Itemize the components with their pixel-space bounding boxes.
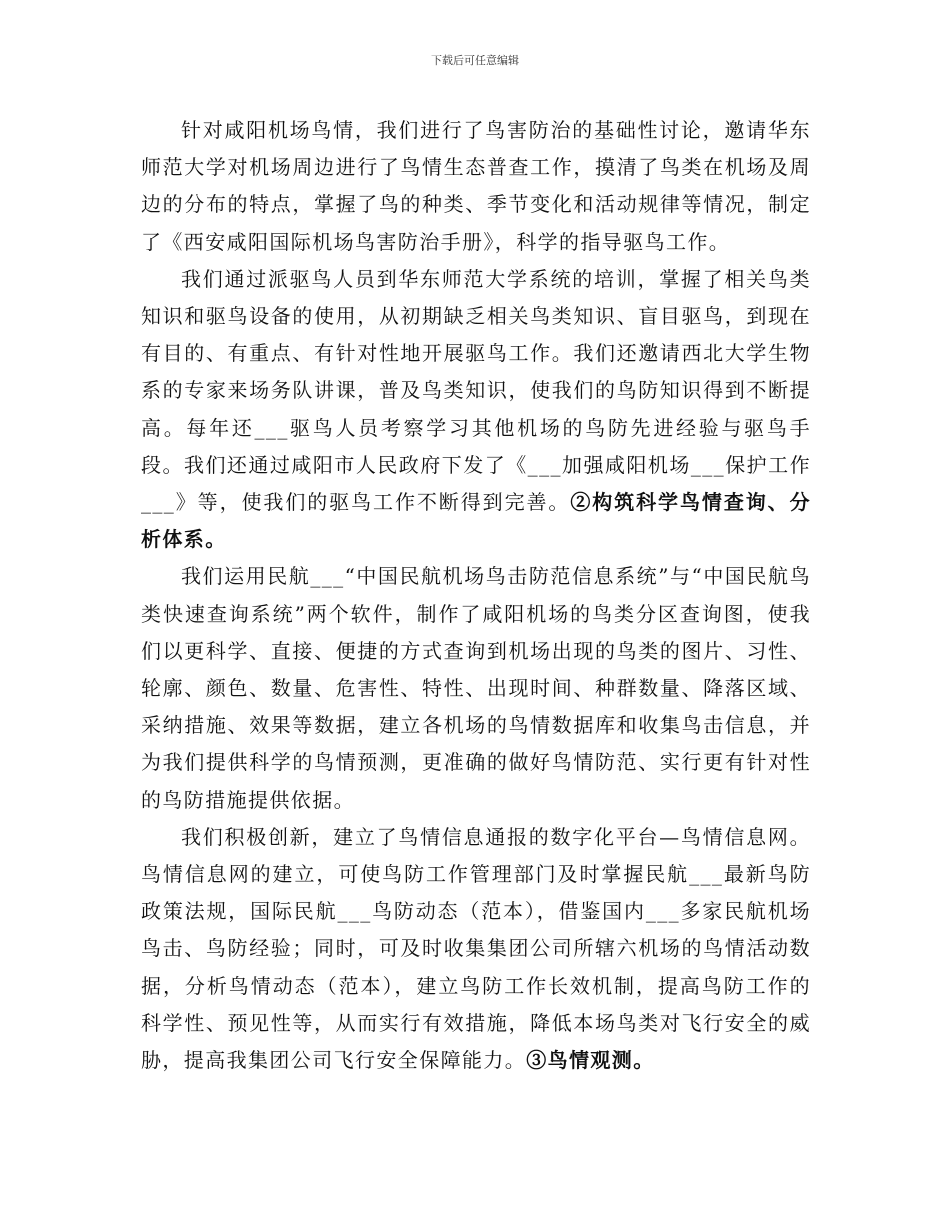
paragraph: [141, 261, 811, 559]
paragraph-text: 针对咸阳机场鸟情，我们进行了鸟害防治的基础性讨论，邀请华东师范大学对机场周边进行了鸟情生态普查工作，摸清了鸟类在机场及周边的分布的特点，掌握了鸟的种类、季节变化和活动规律等情况，制定了《西安咸阳国际机场鸟害防治手册》，科学的指导驱鸟工作。: [141, 118, 811, 254]
paragraph: [141, 558, 811, 818]
page-header: 下载后可任意编辑: [431, 54, 519, 67]
document-body: [141, 112, 811, 1079]
paragraph-bold-heading: ②构筑科学鸟情查询、分析体系。: [141, 490, 811, 552]
paragraph-text: 我们运用民航___“中国民航机场鸟击防范信息系统”与“中国民航鸟类快速查询系统”两个软件，制作了咸阳机场的鸟类分区查询图，使我们以更科学、直接、便捷的方式查询到机场出现的鸟类的图片、习性、轮廓、颜色、数量、危害性、特性、出现时间、种群数量、降落区域、采纳措施、效果等数据，建立各机场的鸟情数据库和收集鸟击信息，并为我们提供科学的鸟情预测，更准确的做好鸟情防范、实行更有针对性的鸟防措施提供依据。: [141, 564, 811, 812]
paragraph: [141, 112, 811, 261]
paragraph: [141, 819, 811, 1079]
paragraph-text: 我们通过派驱鸟人员到华东师范大学系统的培训，掌握了相关鸟类知识和驱鸟设备的使用，从初期缺乏相关鸟类知识、盲目驱鸟，到现在有目的、有重点、有针对性地开展驱鸟工作。我们还邀请西北大学生物系的专家来场务队讲课，普及鸟类知识，使我们的鸟防知识得到不断提高。每年还___驱鸟人员考察学习其他机场的鸟防先进经验与驱鸟手段。我们还通过咸阳市人民政府下发了《___加强咸阳机场___保护工作___》等，使我们的驱鸟工作不断得到完善。: [141, 266, 811, 515]
paragraph-text: 我们积极创新，建立了鸟情信息通报的数字化平台—鸟情信息网。鸟情信息网的建立，可使鸟防工作管理部门及时掌握民航___最新鸟防政策法规，国际民航___鸟防动态（范本），借鉴国内___多家民航机场鸟击、鸟防经验；同时，可及时收集集团公司所辖六机场的鸟情活动数据，分析鸟情动态（范本），建立鸟防工作长效机制，提高鸟防工作的科学性、预见性等，从而实行有效措施，降低本场鸟类对飞行安全的威胁，提高我集团公司飞行安全保障能力。: [141, 824, 811, 1073]
paragraph-bold-heading: ③鸟情观测。: [526, 1048, 655, 1073]
